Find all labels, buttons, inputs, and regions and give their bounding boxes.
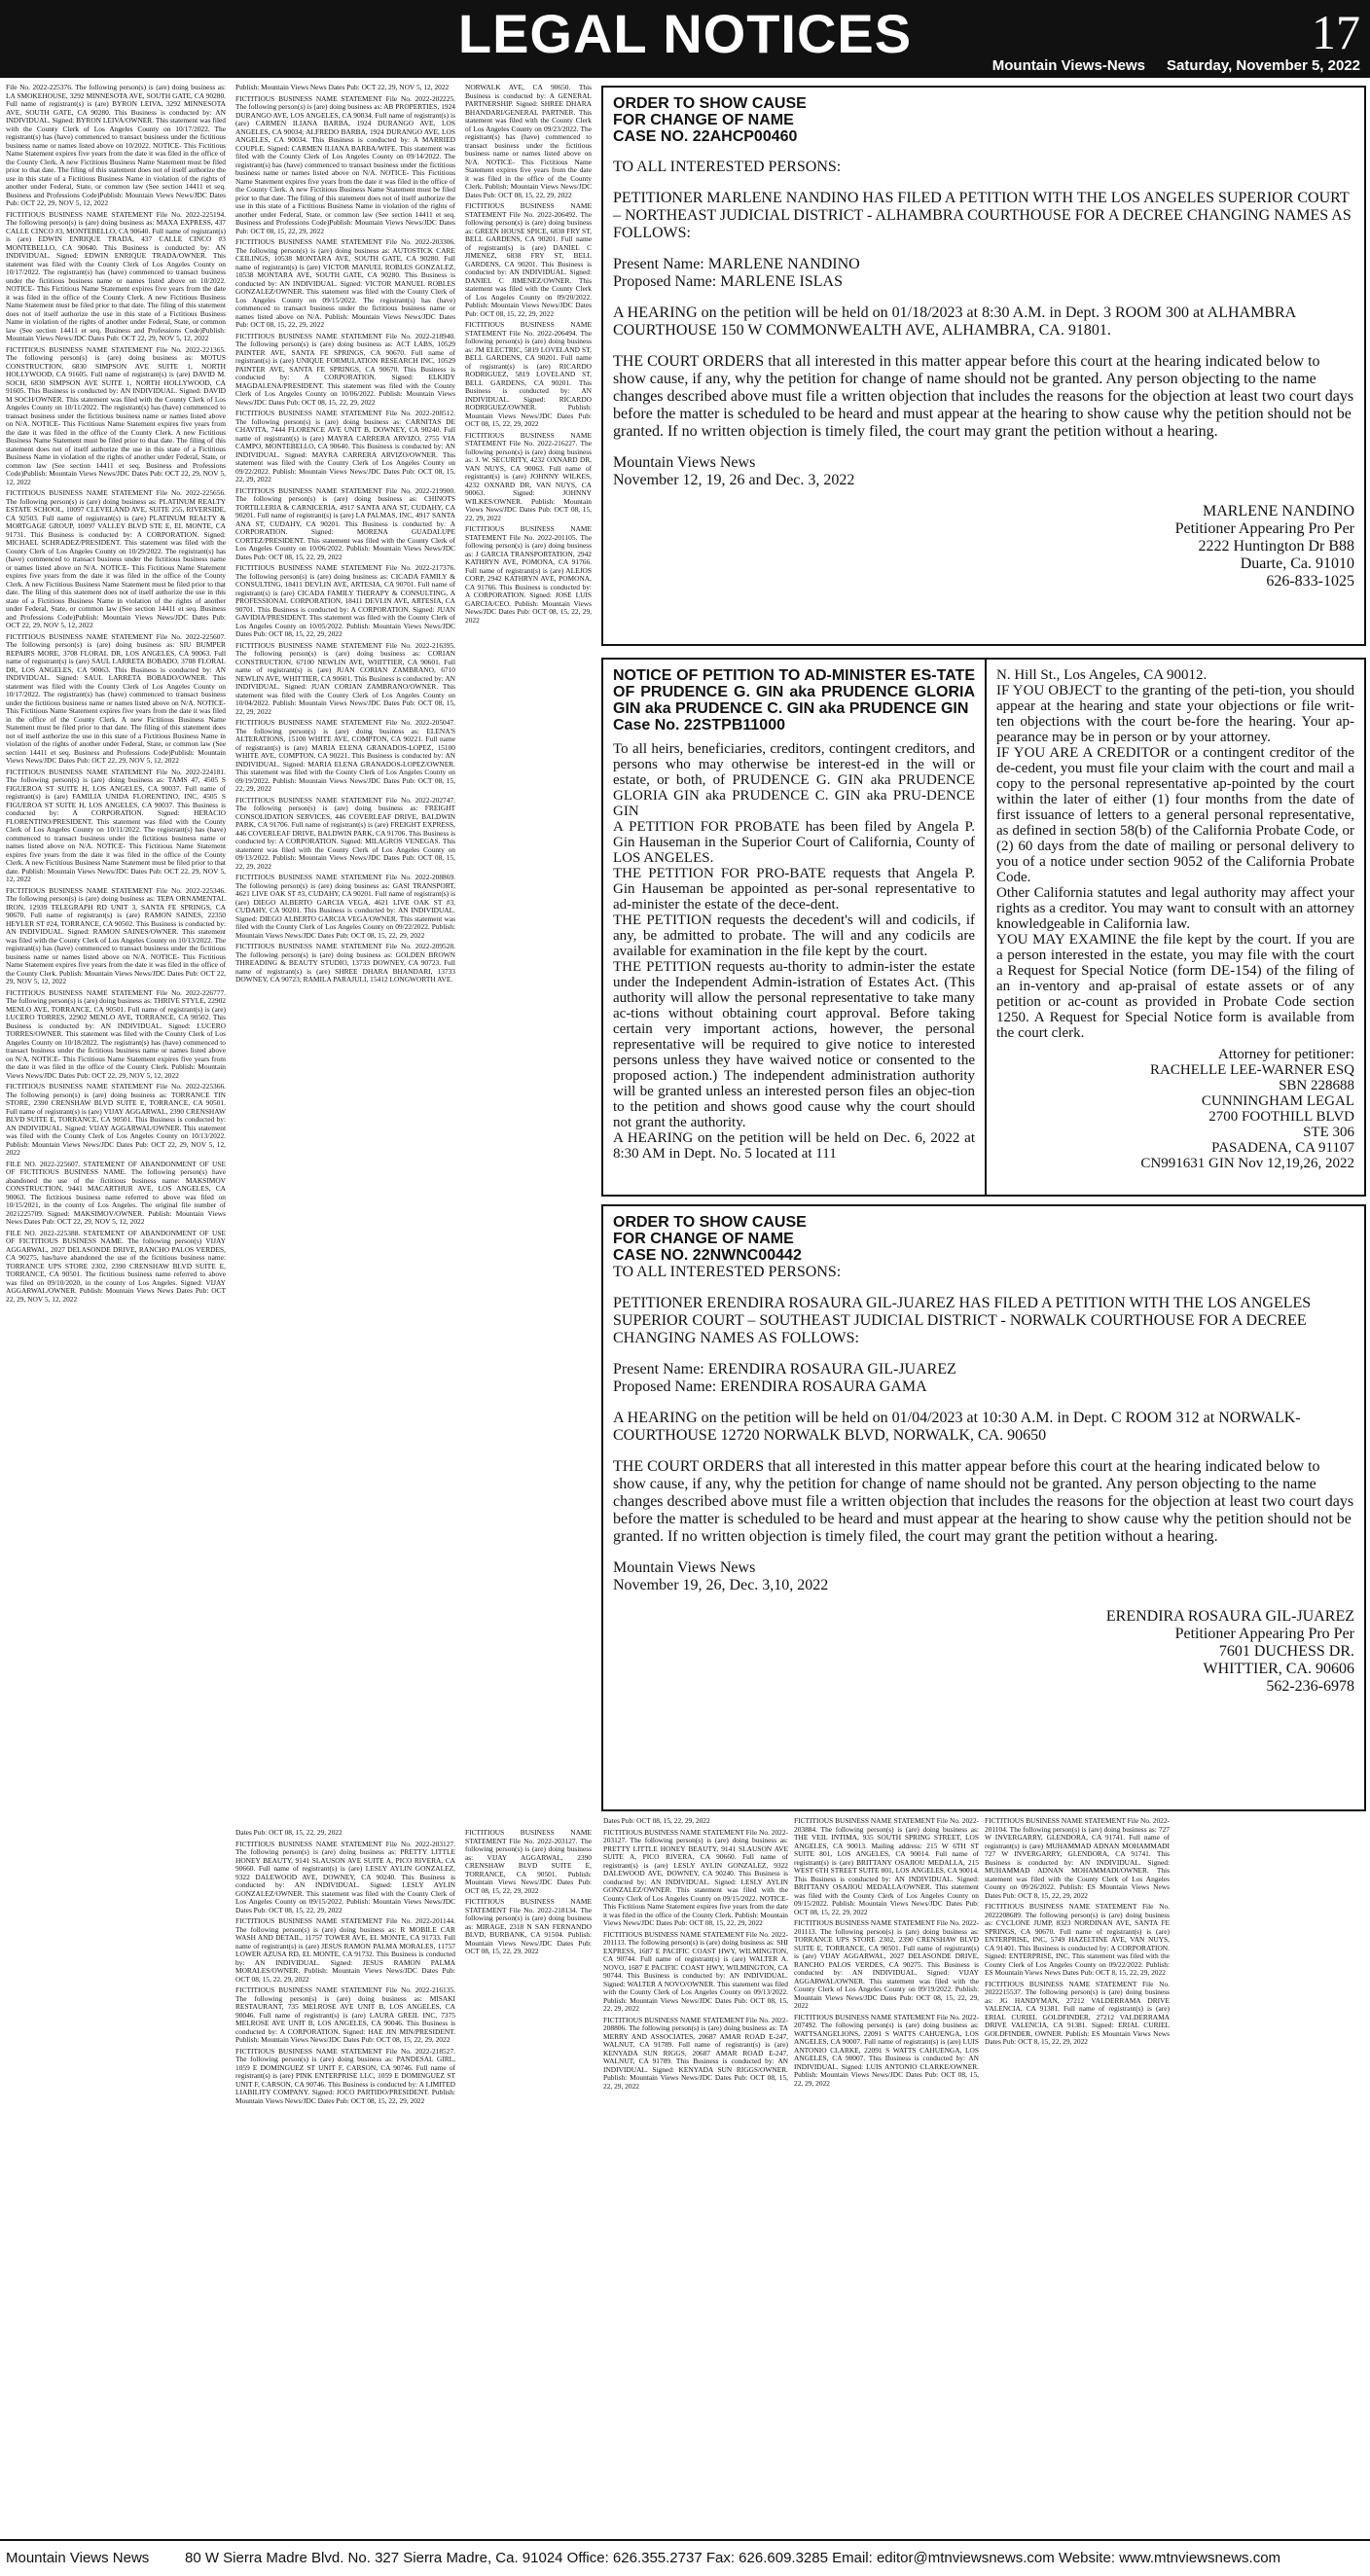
column-1 [6,84,226,2533]
present-name: Present Name: MARLENE NANDINO [613,256,860,272]
sig-line: SBN 228688 [1279,1078,1354,1093]
page-number: 17 [1312,5,1360,59]
legal-notice-entry: FICTITIOUS BUSINESS NAME STATEMENT File No. 2022-201104. The following person(s) is (are) doing business as: 727 W INVERGARRY, GLENDORA, CA 91741. Full name of registrant(s) is (are) MUHAMMAD ADNAN MOHAMMADI 727 W INVERGARRY, GLENDORA, CA 91741. This Business is conducted by: AN INDIVIDUAL. Signed: MUHAMMAD ADNAN MOHAMMADI/OWNER. This statement was filed with the County Clerk of Los Angeles County on 09/26/2022. Publish: ES Mountain Views News Dates Pub: OCT 8, 15, 22, 29, 2022 [985,1817,1170,1900]
legal-notice-entry: File No. 2022-225376. The following person(s) is (are) doing business as: LA SMOKEHOUSE, 3292 MINNESOTA AVE, SOUTH GATE, CA 90280. Full name of registrant(s) is (are) BYRON LEIVA, 3292 MINNESOTA AVE, SOUTH GATE, CA 90280. This Business is conducted by: AN INDIVIDUAL. Signed: BYRON LEIVA/OWNER. This statement was filed with the County Clerk of Los Angeles County on 10/17/2022. The registrant(s) has (have) commenced to transact business under the fictitious business name or names listed above on 10/2022. NOTICE- This Fictitious Name Statement expires five years from the date it was filed in the office of the County Clerk. A new Fictitious Business Name Statement must be filed prior to that date. The filing of this statement does not of itself authorize the use in this state of a Fictitious Business Name in violation of the rights of another under Federal, State, or common law (See section 14411 et seq. Business and Professions Code)Publish: Mountain Views News/JDC Dates Pub: OCT 22, 29, NOV 5, 12, 2022 [6,84,226,207]
sig-line: Attorney for petitioner: [1218,1047,1354,1062]
column-3-lower [465,1829,592,2533]
sig-line: 7601 DUCHESS DR. [1218,1643,1354,1660]
publication-name: Mountain Views News [613,1559,756,1576]
column-3 [465,84,592,1815]
legal-notice-entry: FICTITIOUS BUSINESS NAME STATEMENT File No. 2022-225194. The following person(s) is (are) doing business as: MAXA EXPRESS, 437 CALLE CINCO #3, MONTEBELLO, CA 90640. Full name of registrant(s) is (are) EDWIN ENRIQUE TRADA, 437 CALLE CINCO #3 MONTEBELLO, CA 90640. This Business is conducted by: AN INDIVIDUAL. Signed: EDWIN ENRIQUE TRADA/OWNER. This statement was filed with the County Clerk of Los Angeles County on 10/17/2022. The registrant(s) has (have) commenced to transact business under the fictitious business name or names listed above on 10/2022. NOTICE- This Fictitious Name Statement expires five years from the date it was filed in the office of the County Clerk. A new Fictitious Business Name Statement must be filed prior to that date. The filing of this statement does not of itself authorize the use in this state of a Fictitious Business Name in violation of the rights of another under Federal, State, or common law (See section 14411 et seq. Business and Professions Code)Publish: Mountain Views News/JDC Dates Pub: OCT 22, 29, NOV 5, 12, 2022 [6,209,226,342]
heading-line: FOR CHANGE OF NAME [613,1231,794,1247]
legal-notice-entry: FICTITIOUS BUSINESS NAME STATEMENT File No. 2022-224181. The following person(s) is (are) doing business as: TAMS 47, 4505 S FIGUEROA ST SUITE H, LOS ANGELES, CA 90037. Full name of registrant(s) is (are) FAMILIA UNIDA FLORENTINO, INC, 4505 S FIGUEROA ST SUITE H, LOS ANGELES, CA 90037. This Business is conducted by: A CORPORATION. Signed: HERACIO FLORENTINO/PRESIDENT. This statement was filed with the County Clerk of Los Angeles County on 10/11/2022. The registrant(s) has (have) commenced to transact business under the fictitious business name or names listed above on N/A. NOTICE- This Fictitious Name Statement expires five years from the date it was filed in the office of the County Clerk. A new Fictitious Business Name Statement must be filed prior to that date. Publish: Mountain Views News/JDC Dates Pub: OCT 22, 29, NOV 5, 12, 2022 [6,767,226,883]
court-order-text: THE COURT ORDERS that all interested in this matter appear before this court at the hearing indicated below to show cause, if any, why the petition for change of name should not be granted. Any person objecting to the name changes described above must file a written objection that includes the reasons for the objection at least two court days before the matter is scheduled to be heard and must appear at the hearing to show cause why the petition should not be granted. If no written objection is timely filed, the court may grant the petition without a hearing. [613,353,1354,440]
sig-line: WHITTIER, CA. 90606 [1203,1661,1354,1677]
petition-text: PETITIONER ERENDIRA ROSAURA GIL-JUAREZ HAS FILED A PETITION WITH THE LOS ANGELES SUPERIOR COURT – SOUTHEAST JUDICIAL DISTRICT - NORWALK COURTHOUSE FOR A DECREE CHANGING NAMES AS FOLLOWS: [613,1295,1312,1346]
legal-notice-entry: FICTITIOUS BUSINESS NAME STATEMENT File No. 2022-225607. The following person(s) is (are) doing business as: SIU BUMPER REPAIRS MORE, 3708 FLORAL DR, LOS ANGELES, CA 90063. Full name of registrant(s) is (are) SAUL LARRETA BOBADO, 3708 FLORAL DR, LOS ANGELES, CA 90063. This Business is conducted by: AN INDIVIDUAL. Signed: SAUL LARRETA BOBADO/OWNER. This statement was filed with the County Clerk of Los Angeles County on 10/17/2022. The registrant(s) has (have) commenced to transact business under the fictitious business name or names listed above on N/A. NOTICE- This Fictitious Name Statement expires five years from the date it was filed in the office of the County Clerk. A new Fictitious Business Name Statement must be filed prior to that date. The filing of this statement does not of itself authorize the use in this state of a Fictitious Business Name in violation of the rights of another under Federal, State, or common law (See section 14411 et seq. Business and Professions Code)Publish: Mountain Views News/JDC Dates Pub: OCT 22, 29, NOV 5, 12, 2022 [6,631,226,765]
legal-notice-entry: Publish: Mountain Views News Dates Pub: OCT 22, 29, NOV 5, 12, 2022 [235,84,450,91]
legal-notice-entry: FICTITIOUS BUSINESS NAME STATEMENT File No. 2022-206494. The following person(s) is (are) doing business as: JM ELECTRIC, 5819 LOVELAND ST, BELL GARDENS, CA 90201. Full name of registrant(s) is (are) RICARDO RODRIGUEZ, 5819 LOVELAND ST, BELL GARDENS, CA 90201. This Business is conducted by: AN INDIVIDUAL. Signed: RICARDO RODRIGUEZ/OWNER. Publish: Mountain Views News/JDC Dates Pub: OCT 08, 15, 22, 29, 2022 [465,320,592,428]
proposed-name: Proposed Name: ERENDIRA ROSAURA GAMA [613,1378,927,1395]
court-order-text: THE COURT ORDERS that all interested in this matter appear before this court at the hearing indicated below to show cause, if any, why the petition for change of name should not be granted. Any person objecting to the name changes described above must file a written objection that includes the reasons for the objection at least two court days before the matter is scheduled to be heard and must appear at the hearing to show cause why the petition should not be granted. If no written objection is timely filed, the court may grant the petition without a hearing. [613,1458,1354,1545]
legal-notice-entry: FICTITIOUS BUSINESS NAME STATEMENT File No. 2022-225366. The following person(s) is (are) doing business as: TORRANCE TIN STORE, 2390 CRENSHAW BLVD SUITE E, TORRANCE, CA 90501. Full name of registrant(s) is (are) VIJAY AGGARWAL, 2390 CRENSHAW BLVD SUITE E, TORRANCE, CA 90501. This Business is conducted by: AN INDIVIDUAL. Signed: VIJAY AGGARWAL/OWNER. This statement was filed with the County Clerk of Los Angeles County on 10/13/2022. Publish: Mountain Views News/JDC Dates Pub: OCT 22, 29, NOV 5, 12, 2022 [6,1082,226,1157]
notice-paragraph: THE PETITION requests au-thority to admin-ister the estate under the Independent Admin-istration of Estates Act. (This authority will allow the personal representative to take many ac-tions without obtaining court approval. Before taking certain very important actions, however, the personal representative will be required to give notice to interested persons unless they have waived notice or consented to the proposed action.) The independent administration authority will be granted unless an interested person files an objec-tion to the petition and shows good cause why the court should not grant the authority. [613,959,975,1130]
notice-paragraph: YOU MAY EXAMINE the file kept by the court. If you are a person interested in the estate, you may file with the court a Request for Special Notice (form DE-154) of the filing of an in-ventory and ap-praisal of estate assets or of any petition or ac-count as provided in Probate Code section 1250. A Request for Special Notice form is available from the court clerk. [996,932,1354,1041]
notice-to: TO ALL INTERESTED PERSONS: [613,159,842,175]
legal-notice-entry: FICTITIOUS BUSINESS NAME STATEMENT File No. 2022-218527. The following person(s) is (are) doing business as: PANDESAL GIRL, 1059 E DOMINGUEZ ST UNIT F, CARSON, CA 90746. Full name of registrant(s) is (are) PINK ENTERPRISE LLC, 1059 E DOMINGUEZ ST UNIT F, CARSON, CA 90746. This Business is conducted by: A LIMITED LIABILITY COMPANY. Signed: JOCO PARTIDO/PRESIDENT. Publish: Mountain Views News/JDC Dates Pub: OCT 08, 15, 22, 29, 2022 [235,2046,455,2105]
notice-to: TO ALL INTERESTED PERSONS: [613,1264,842,1280]
sig-line: RACHELLE LEE-WARNER ESQ [1150,1062,1354,1078]
legal-notice-entry: FICTITIOUS BUSINESS NAME STATEMENT File No. 2022-208806. The following person(s) is (are) doing business as: TA MERRY AND ASSOCIATES, 20687 AMAR ROAD E-247, WALNUT, CA 91789. Full name of registrant(s) is (are) KENYADA SUN RIGGS, 20687 AMAR ROAD E-247, WALNUT, CA 91789. This Business is conducted by: AN INDIVIDUAL. Signed: KENYADA SUN RIGGS/OWNER. Publish: Mountain Views News/JDC Dates Pub: OCT 08, 15, 22, 29, 2022 [603,2015,788,2091]
probate-notice-gin [601,658,987,1197]
legal-notice-entry: FICTITIOUS BUSINESS NAME STATEMENT File No. 2022-225346. The following person(s) is (are) doing business as: TEPA ORNAMENTAL IRON, 12939 TELEGRAPH RD UNIT 3, SANTA FE SPRINGS, CA 90670. Full name of registrant(s) is (are) RAMON SAINES, 22350 HEYLER ST #24, TORRANCE, CA 90502. This Business is conducted by: AN INDIVIDUAL. Signed: RAMON SAINES/OWNER. This statement was filed with the County Clerk of Los Angeles County on 10/13/2022. The registrant(s) has (have) commenced to transact business under the fictitious business name or names listed above on N/A. NOTICE- This Fictitious Name Statement expires five years from the date it was filed in the office of the County Clerk. Publish: Mountain Views News/JDC Dates Pub: OCT 22, 29, NOV 5, 12, 2022 [6,885,226,985]
sig-line: ERENDIRA ROSAURA GIL-JUAREZ [1105,1608,1354,1625]
publication-dates: November 12, 19, 26 and Dec. 3, 2022 [613,472,855,488]
probate-notice-gin-continued [985,658,1366,1197]
legal-notice-entry: FICTITIOUS BUSINESS NAME STATEMENT File No. 2022215537. The following person(s) is (are) doing business as: JG HANDYMAN, 27212 VALDERRAMA DRIVE VALENCIA, CA 91381. Full name of registrant(s) is (are) ERIAL CURIEL GOLDFINDER, 27212 VALDERRAMA DRIVE VALENCIA, CA 91381. Signed: ERIAL CURIEL GOLDFINDER, OWNER. Publish: ES Mountain Views News Dates Pub: OCT 8, 15, 22, 29, 2022 [985,1979,1170,2046]
sig-line: 626-833-1025 [1266,573,1354,590]
legal-notice-entry: FICTITIOUS BUSINESS NAME STATEMENT File No. 2022-202225. The following person(s) is (are) doing business as: AB PROPERTIES, 1924 DURANGO AVE, LOS ANGELES, CA 90034. Full name of registrant(s) is (are) CARMEN ILIANA BARBA, 1924 DURANGO AVE, LOS ANGELES, CA 90034; ALFREDO BARBA, 1924 DURANGO AVE, LOS ANGELES, CA 90034. This Business is conducted by: A MARRIED COUPLE. Signed: CARMEN ILIANA BARBA/WIFE. This statement was filed with the County Clerk of Los Angeles County on 09/14/2022. The registrant(s) has (have) commenced to transact business under the fictitious business name or names listed above on N/A. NOTICE- This Fictitious Name Statement expires five years from the date it was filed in the office of the County Clerk. A new Fictitious Business Name Statement must be filed prior to that date. The filing of this statement does not of itself authorize the use in this state of a Fictitious Business Name in violation of the rights of another under Federal, State, or common law (See section 14411 et seq. Business and Professions Code)Publish: Mountain Views News/JDC Dates Pub: OCT 08, 15, 22, 29, 2022 [235,93,455,235]
legal-notice-entry: FICTITIOUS BUSINESS NAME STATEMENT File No. 2022-203127. The following person(s) is (are) doing business as: PRETTY LITTLE HONEY BEAUTY, 9141 SLAUSON AVE SUITE A, PICO RIVERA, CA 90660. Full name of registrant(s) is (are) LESLY AYLIN GONZALEZ, 9322 DALEWOOD AVE, DOWNEY, CA 90240. This Business is conducted by: AN INDIVIDUAL. Signed: LESLY AYLIN GONZALEZ/OWNER. This statement was filed with the County Clerk of Los Angeles County on 09/15/2022. NOTICE- This Fictitious Name Statement expires five years from the date it was filed in the office of the County Clerk. Publish: Mountain Views News/JDC Dates Pub: OCT 08, 15, 22, 29, 2022 [603,1827,788,1927]
column-2-lower [235,1829,455,2533]
legal-notice-entry: FICTITIOUS BUSINESS NAME STATEMENT File No. 2022-201144. The following person(s) is (are) doing business as: R MOBILE CAR WASH AND DETAIL, 11757 TOWER AVE, EL MONTE, CA 91733. Full name of registrant(s) is (are) JESUS RAMON PALMA MORALES, 11757 LOWER AZUSA RD, EL MONTE, CA 91732. This Business is conducted by: AN INDIVIDUAL. Signed: JESUS RAMON PALMA MORALES/OWNER. Publish: Mountain Views News/JDC Dates Pub: OCT 08, 15, 22, 29, 2022 [235,1916,455,1984]
case-number: Case No. 22STPB11000 [613,717,785,733]
name-change-notice-gil-juarez [601,1204,1366,1811]
hearing-text: A HEARING on the petition will be held on 01/04/2023 at 10:30 A.M. in Dept. C ROOM 312 at NORWALK-COURTHOUSE 12720 NORWALK BLVD, NORWALK, CA. 90650 [613,1410,1301,1444]
notice-paragraph: THE PETITION FOR PRO-BATE requests that Angela P. Gin Hauseman be appointed as per-sonal representative to ad-minister the estate of the dece-dent. [613,866,975,912]
notice-paragraph: A HEARING on the petition will be held on Dec. 6, 2022 at 8:30 AM in Dept. No. 5 located at 111 [613,1130,975,1162]
legal-notice-entry: FICTITIOUS BUSINESS NAME STATEMENT File No. 2022-209528. The following person(s) is (are) doing business as: GOLDEN BROWN THREADING & BEAUTY STUDIO, 13733 DOWNEY, CA 90723. Full name of registrant(s) is (are) SHREE DHARA BHANDARI, 13733 DOWNEY, CA 90723; RAMILA PARAJULI, 15412 LONGWORTH AVE. [235,942,455,984]
lower-column-3 [985,1817,1170,2533]
legal-notice-entry: FICTITIOUS BUSINESS NAME STATEMENT File No. 2022-203306. The following person(s) is (are) doing business as: AUTOSTICK CARE CEILINGS, 10538 MONTARA AVE, SOUTH GATE, CA 90280. Full name of registrant(s) is (are) VICTOR MANUEL ROBLES GONZALEZ, 10538 MONTARA AVE, SOUTH GATE, CA 90280. This Business is conducted by: AN INDIVIDUAL. Signed: VICTOR MANUEL ROBLES GONZALEZ/OWNER. This statement was filed with the County Clerk of Los Angeles County on 09/15/2022. The registrant(s) has (have) commenced to transact business under the fictitious business name or names listed above on N/A. Publish: Mountain Views News/JDC Dates Pub: OCT 08, 15, 22, 29, 2022 [235,237,455,329]
legal-notice-entry: FICTITIOUS BUSINESS NAME STATEMENT File No. 2022-201113. The following person(s) is (are) doing business as: SHI EXPRESS, 1687 E PACIFIC COAST HWY, WILMINGTON, CA 90744. Full name of registrant(s) is (are) WALTER A. NOVO, 1687 E PACIFIC COAST HWY, WILMINGTON, CA 90744. This Business is conducted by: AN INDIVIDUAL. Signed: WALTER A NOVO/OWNER. This statement was filed with the County Clerk of Los Angeles County on 09/13/2022. Publish: Mountain Views News/JDC Dates Pub: OCT 08, 15, 22, 29, 2022 [603,1929,788,2013]
sig-line: PASADENA, CA 91107 [1211,1140,1354,1156]
legal-notice-entry: FICTITIOUS BUSINESS NAME STATEMENT File No. 2022-218940. The following person(s) is (are) doing business as: ACT LABS, 10529 PAINTER AVE, SANTA FE SPRINGS, CA 90670. Full name of registrant(s) is (are) UNIQUE FORMULATION RESEARCH INC, 10529 PAINTER AVE, SANTA FE SPRINGS, CA 90670. This Business is conducted by: A CORPORATION. Signed: ELKIDY MAGDALENA/PRESIDENT. This statement was filed with the County Clerk of Los Angeles County on 10/06/2022. Publish: Mountain Views News/JDC Dates Pub: OCT 08, 15, 22, 29, 2022 [235,331,455,407]
sig-line: 2222 Huntington Dr B88 [1198,538,1354,555]
legal-notice-entry: FICTITIOUS BUSINESS NAME STATEMENT File No. 2022-208869. The following person(s) is (are) doing business as: GASI TRANSPORT, 4621 LIVE OAK ST #3, CUDAHY, CA 90201. Full name of registrant(s) is (are) DIEGO ALBERTO GARCIA VEGA, 4621 LIVE OAK ST #3, CUDAHY, CA 90201. This Business is conducted by: AN INDIVIDUAL. Signed: DIEGO ALBERTO GARCIA VEGA/OWNER. This statement was filed with the County Clerk of Los Angeles County on 09/22/2022. Publish: Mountain Views News/JDC Dates Pub: OCT 08, 15, 22, 29, 2022 [235,873,455,940]
notice-paragraph: A PETITION FOR PROBATE has been filed by Angela P. Gin Hauseman in the Superior Court of California, County of LOS ANGELES. [613,819,975,866]
legal-notice-entry: FICTITIOUS BUSINESS NAME STATEMENT File No. 2022-225656. The following person(s) is (are) doing business as: PLATINUM REALTY ESTATE SCHOOL, 10097 CLEVELAND AVE, SUITE 255, RIVERSIDE, CA 92503. Full name of registrant(s) is (are) PLATINUM REALTY & MORTGAGE GROUP, 10097 VALLEY BLVD STE E, EL MONTE, CA 91731. This Business is conducted by: A CORPORATION. Signed: MICHAEL SCHRADEZ/PRESIDENT. This statement was filed with the County Clerk of Los Angeles County on 10/29/2022. The registrant(s) has (have) commenced to transact business under the fictitious business name or names listed above on N/A. NOTICE- This Fictitious Name Statement expires five years from the date it was filed in the office of the County Clerk. A new Fictitious Business Name Statement must be filed prior to that date. The filing of this statement does not of itself authorize the use in this state of a Fictitious Business Name in violation of the rights of another under Federal, State, or common law (See section 14411 et seq. Business and Professions Code)Publish: Mountain Views News/JDC Dates Pub: OCT 22, 29, NOV 5, 12, 2022 [6,488,226,629]
legal-notice-entry: FICTITIOUS BUSINESS NAME STATEMENT File No. 2022-216227. The following person(s) is (are) doing business as: J. W. SECURITY, 4232 OXNARD DR, VAN NUYS, CA 90063. Full name of registrant(s) is (are) JOHNNY WILKES, 4232 OXNARD DR, VAN NUYS, CA 90063. Signed: JOHNNY WILKES/OWNER. Publish: Mountain Views News/JDC Dates Pub: OCT 08, 15, 22, 29, 2022 [465,430,592,522]
issue-date: Saturday, November 5, 2022 [1167,57,1360,74]
legal-notice-entry: FICTITIOUS BUSINESS NAME STATEMENT File No. 2022-217376. The following person(s) is (are) doing business as: CICADA FAMILY & CONSULTING, 18411 DEVLIN AVE, ARTESIA, CA 90701. Full name of registrant(s) is (are) CICADA FAMILY THERAPY & CONSULTING, A PROFESSIONAL CORPORATION, 18411 DEVLIN AVE, ARTESIA, CA 90701. This Business is conducted by: A CORPORATION. Signed: JUAN GAVIDIA/PRESIDENT. This statement was filed with the County Clerk of Los Angeles County on 10/05/2022. Publish: Mountain Views News/JDC Dates Pub: OCT 08, 15, 22, 29, 2022 [235,563,455,638]
legal-notice-entry: FICTITIOUS BUSINESS NAME STATEMENT File No. 2022-203884. The following person(s) is (are) doing business as: THE VEIL INTIMA, 935 SOUTH SPRING STREET, LOS ANGELES, CA 90013. Mailing address: 215 W 6TH ST SUITE 801, LOS ANGELES, CA 90014. Full name of registrant(s) is (are) BRITTANY OSAJIOU MEDALLA, 215 WEST 6TH STREET SUITE 801, LOS ANGELES, CA 90014. This Business is conducted by: AN INDIVIDUAL. Signed: BRITTANY OSAJIOU MEDALLA/OWNER. This statement was filed with the County Clerk of Los Angeles County on 09/15/2022. Publish: Mountain Views News/JDC Dates Pub: OCT 08, 15, 22, 29, 2022 [794,1817,979,1916]
notice-paragraph: N. Hill St., Los Angeles, CA 90012. [996,667,1208,683]
legal-notice-entry: FILE NO. 2022-225607. STATEMENT OF ABANDONMENT OF USE OF FICTITIOUS BUSINESS NAME. The following person(s) have abandoned the use of the fictitious business name: MAKSIMOV CONSTRUCTION, 9441 MACARTHUR AVE, LOS ANGELES, CA 90063. The fictitious business name referred to above was filed on 10/15/2021, in the county of Los Angeles. The original file number of 2021225709. Signed: MAKSIMOV/OWNER. Publish: Mountain Views News Dates Pub: OCT 22, 29, NOV 5, 12, 2022 [6,1159,226,1226]
notice-heading: NOTICE OF PETITION TO AD-MINISTER ES-TATE OF PRUDENCE G. GIN aka PRUDENCE GLORIA GIN aka PRUDENCE C. GIN aka PRUDENCE GIN [613,667,975,717]
case-number: CASE NO. 22NWNC00442 [613,1247,802,1264]
notice-heading [613,1214,1354,1264]
lower-column-1 [603,1817,788,2533]
notice-paragraph: THE PETITION requests the decedent's will and codicils, if any, be admitted to probate. The will and any codicils are available for examination in the file kept by the court. [613,912,975,959]
publication-name: Mountain Views News [613,454,756,471]
legal-notice-entry: FICTITIOUS BUSINESS NAME STATEMENT File No. 2022-202747. The following person(s) is (are) doing business as: FREIGHT CONSOLIDATION SERVICES, 446 COVERLEAF DRIVE, BALDWIN PARK, CA 91706. Full name of registrant(s) is (are) FREIGHT EXPRESS, 446 COVERLEAF DRIVE, BALDWIN PARK, CA 91706. This Business is conducted by: A CORPORATION. Signed: MILAGROS VENEGAS. This statement was filed with the County Clerk of Los Angeles County on 09/13/2022. Publish: Mountain Views News/JDC Dates Pub: OCT 08, 15, 22, 29, 2022 [235,795,455,871]
legal-notice-entry: FICTITIOUS BUSINESS NAME STATEMENT File No. 2022208689. The following person(s) is (are) doing business as: CYCLONE JUMP, 8323 NORDINAN AVE, SANTA FE SPRINGS, CA 90670. Full name of registrant(s) is (are) ENTERPRISE, INC, 5749 HAZELTINE AVE, VAN NUYS, CA 91401. This Business is conducted by: A CORPORATION. Signed: ENTERPRISE, INC. This statement was filed with the County Clerk of Los Angeles County on 09/22/2022. Publish: ES Mountain Views News Dates Pub: OCT 8, 15, 22, 29, 2022 [985,1902,1170,1977]
legal-notice-entry: FICTITIOUS BUSINESS NAME STATEMENT File No. 2022-205047. The following person(s) is (are) doing business as: ELENA'S ALTERATIONS, 15100 WHITE AVE, COMPTON, CA 90221. Full name of registrant(s) is (are) MARIA ELENA GRANADOS-LOPEZ, 15100 WHITE AVE, COMPTON, CA 90221. This Business is conducted by: AN INDIVIDUAL. Signed: MARIA ELENA GRANADOS-LOPEZ/OWNER. This statement was filed with the County Clerk of Los Angeles County on 09/19/2022. Publish: Mountain Views News/JDC Dates Pub: OCT 08, 15, 22, 29, 2022 [235,718,455,793]
footer [0,2539,1370,2576]
legal-notice-entry: FICTITIOUS BUSINESS NAME STATEMENT File No. 2022-219900. The following person(s) is (are) doing business as: CHINOTS TORTILLERIA & CARNICERIA, 4917 SANTA ANA ST, CUDAHY, CA 90201. Full name of registrant(s) is (are) LA PALMAS, INC, 4917 SANTA ANA ST, CUDAHY, CA 90201. This Business is conducted by: A CORPORATION. Signed: MORENA GUADALUPE CORTEZ/PRESIDENT. This statement was filed with the County Clerk of Los Angeles County on 10/06/2022. Publish: Mountain Views News/JDC Dates Pub: OCT 08, 15, 22, 29, 2022 [235,485,455,561]
hearing-text: A HEARING on the petition will be held on 01/18/2023 at 8:30 A.M. in Dept. 3 ROOM 300 at ALHAMBRA COURTHOUSE 150 W COMMONWEALTH AVE, ALHAMBRA, CA. 91801. [613,304,1296,339]
legal-notice-entry: FICTITIOUS BUSINESS NAME STATEMENT File No. 2022-216395. The following person(s) is (are) doing business as: CORIAN CONSTRUCTION, 67100 NEWLIN AVE, WHITTIER, CA 90601. Full name of registrant(s) is (are) JUAN CORIAN ZAMBRANO, 6710 NEWLIN AVE, WHITTIER, CA 90601. This Business is conducted by: AN INDIVIDUAL. Signed: JUAN CORIAN ZAMBRANO/OWNER. This statement was filed with the County Clerk of Los Angeles County on 10/04/2022. Publish: Mountain Views News/JDC Dates Pub: OCT 08, 15, 22, 29, 2022 [235,640,455,716]
legal-notice-entry: Dates Pub: OCT 08, 15, 22, 29, 2022 [603,1817,710,1825]
legal-notice-entry: FICTITIOUS BUSINESS NAME STATEMENT File No. 2022-216135. The following person(s) is (are) doing business as: MISAKI RESTAURANT, 735 MELROSE AVE UNIT B, LOS ANGELES, CA 90046. Full name of registrant(s) is (are) LAURA GREIL INC, 7375 MELROSE AVE UNIT B, LOS ANGELES, CA 90046. This Business is conducted by: A CORPORATION. Signed: HAE JIN MIN/PRESIDENT. Publish: Mountain Views News/JDC Dates Pub: OCT 08, 15, 22, 29, 2022 [235,1986,455,2044]
notice-paragraph: To all heirs, beneficiaries, creditors, contingent creditors, and persons who may otherwise be interest-ed in the will or estate, or both, of PRUDENCE G. GIN aka PRUDENCE GLORIA GIN aka PRUDENCE C. GIN aka PRU-DENCE GIN [613,741,975,819]
legal-notice-entry: FICTITIOUS BUSINESS NAME STATEMENT File No. 2022-201113. The following person(s) is (are) doing business as: TORRANCE UPS STORE 2302, 2390 CRENSHAW BLVD SUITE E, TORRANCE, CA 90501. Full name of registrant(s) is (are) VIJAY AGGARWAL, 2027 DELASONDE DRIVE, RANCHO PALOS VERDES, CA 90275. This Business is conducted by: AN INDIVIDUAL. Signed: VIJAY AGGARWAL/OWNER. This statement was filed with the County Clerk of Los Angeles County on 09/19/2022. Publish: Mountain Views News/JDC Dates Pub: OCT 08, 15, 22, 29, 2022 [794,1918,979,2010]
sig-line: 2700 FOOTHILL BLVD [1208,1109,1354,1125]
name-change-notice-nandino [601,86,1366,646]
petitioner-signature [613,503,1354,590]
legal-notice-entry: Dates Pub: OCT 08, 15, 22, 29, 2022 [235,1829,342,1837]
notice-paragraph: Other California statutes and legal authority may affect your rights as a creditor. You may want to consult with an attorney knowledgeable in California law. [996,885,1354,932]
legal-notice-entry: FICTITIOUS BUSINESS NAME STATEMENT File No. 2022-221365. The following person(s) is (are) doing business as: MOTUS CONSTRUCTION, 6830 SIMPSON AVE SUITE 1, NORTH HOLLYWOOD, CA 91605. Full name of registrant(s) is (are) DAVID M. SOCH, 6830 SIMPSON AVE SUITE 1, NORTH HOLLYWOOD, CA 91605. This Business is conducted by: AN INDIVIDUAL. Signed: DAVID M SOCH/OWNER. This statement was filed with the County Clerk of Los Angeles County on 10/11/2022. The registrant(s) has (have) commenced to transact business under the fictitious business name or names listed above on N/A. NOTICE- This Fictitious Name Statement expires five years from the date it was filed in the office of the County Clerk. A new Fictitious Business Name Statement must be filed prior to that date. The filing of this statement does not of itself authorize the use in this state of a Fictitious Business Name in violation of the rights of another under Federal, State, or common law (See section 14411 et seq. Business and Professions Code)Publish: Mountain Views News/JDC Dates Pub: OCT 22, 29, NOV 5, 12, 2022 [6,344,226,486]
sig-line: MARLENE NANDINO [1203,503,1354,519]
notice-paragraph: IF YOU ARE A CREDITOR or a contingent creditor of the de-cedent, you must file your claim with the court and mail a copy to the personal representative ap-pointed by the court within the later of either (1) four months from the date of first issuance of letters to a general personal representative, as defined in section 58(b) of the California Probate Code, or (2) 60 days from the date of mailing or personal delivery to you of a notice under section 9052 of the California Probate Code. [996,745,1354,885]
legal-notice-entry: FICTITIOUS BUSINESS NAME STATEMENT File No. 2022-207492. The following person(s) is (are) doing business as: WATTSANGELIONS, 22091 S WATTS CAHUENGA, LOS ANGELES, CA 90007. Full name of registrant(s) is (are) LUIS ANTONIO CLARKE, 22091 S WATTS CAHUENGA, LOS ANGELES, CA 90007. This Business is conducted by: AN INDIVIDUAL. Signed: LUIS ANTONIO CLARKE/OWNER. Publish: Mountain Views News/JDC Dates Pub: OCT 08, 15, 22, 29, 2022 [794,2012,979,2088]
notice-heading [613,95,1354,145]
footer-contact: 80 W Sierra Madre Blvd. No. 327 Sierra Madre, Ca. 91024 Office: 626.355.2737 Fax: 626.609.3285 Email: editor@mtnviewsnews.com Website: www.mtnviewsnews.com [185,2550,1281,2566]
sig-line: Duarte, Ca. 91010 [1240,555,1354,572]
heading-line: ORDER TO SHOW CAUSE [613,1214,807,1231]
paper-name: Mountain Views-News [991,57,1146,74]
legal-notice-entry: FICTITIOUS BUSINESS NAME STATEMENT File No. 2022-226777. The following person(s) is (are) doing business as: THRIVE STYLE, 22902 MENLO AVE, TORRANCE, CA 90501. Full name of registrant(s) is (are) LUCERO TORRES, 22902 MENLO AVE, TORRANCE, CA 90502. This Business is conducted by: AN INDIVIDUAL. Signed: LUCERO TORRES/OWNER. This statement was filed with the County Clerk of Los Angeles County on 10/18/2022. The registrant(s) has (have) commenced to transact business under the fictitious business name or names listed above on N/A. NOTICE- This Fictitious Name Statement expires five years from the date it was filed in the office of the County Clerk. Publish: Mountain Views News/JDC Dates Pub: OCT 22, 29, NOV 5, 12, 2022 [6,987,226,1080]
legal-notice-entry: FICTITIOUS BUSINESS NAME STATEMENT File No. 2022-218134. The following person(s) is (are) doing business as: MIRAGE, 2318 N SAN FERNANDO BLVD, BURBANK, CA 91504. Publish: Mountain Views News/JDC Dates Pub: OCT 08, 15, 22, 29, 2022 [465,1897,592,1955]
publication-dates: November 19, 26, Dec. 3,10, 2022 [613,1577,829,1593]
legal-notice-entry: FILE NO. 2022-225388. STATEMENT OF ABANDONMENT OF USE OF FICTITIOUS BUSINESS NAME. The following person(s) VIJAY AGGARWAL, 2027 DELASONDE DRIVE, RANCHO PALOS VERDES, CA 90275, has/have abandoned the use of the fictitious business name: TORRANCE UPS STORE 2302, 2390 CRENSHAW BLVD SUITE E, TORRANCE, CA 90501. The fictitious business name referred to above was filed on 09/10/2020, in the county of Los Angeles. Signed: VIJAY AGGARWAL/OWNER. Publish: Mountain Views News Dates Pub: OCT 22, 29, NOV 5, 12, 2022 [6,1228,226,1304]
sig-line: Petitioner Appearing Pro Per [1174,1626,1354,1642]
case-number: CASE NO. 22AHCP00460 [613,128,798,145]
masthead-subline [971,57,1360,74]
proposed-name: Proposed Name: MARLENE ISLAS [613,273,843,290]
petition-text: PETITIONER MARLENE NANDINO HAS FILED A PETITION WITH THE LOS ANGELES SUPERIOR COURT – NORTHEAST JUDICIAL DISTRICT - ALHAMBRA COURTHOUSE FOR A DECREE CHANGING NAMES AS FOLLOWS: [613,190,1352,241]
present-name: Present Name: ERENDIRA ROSAURA GIL-JUAREZ [613,1361,956,1377]
legal-notice-entry: FICTITIOUS BUSINESS NAME STATEMENT File No. 2022-208512. The following person(s) is (are) doing business as: CARNITAS DE CHAVITA, 7444 FLORENCE AVE UNIT B, DOWNEY, CA 90240. Full name of registrant(s) is (are) MAYRA CARRERA ARVIZO, 2755 VIA CAMPO, MONTEBELLO, CA 90640. This Business is conducted by: AN INDIVIDUAL. Signed: MAYRA CARRERA ARVIZO/OWNER. This statement was filed with the County Clerk of Los Angeles County on 09/22/2022. Publish: Mountain Views News/JDC Dates Pub: OCT 08, 15, 22, 29, 2022 [235,409,455,483]
heading-line: ORDER TO SHOW CAUSE [613,95,807,112]
notice-paragraph: IF YOU OBJECT to the granting of the peti-tion, you should appear at the hearing and state your objections or file writ-ten objections with the court be-fore the hearing. Your ap-pearance may be in person or by your attorney. [996,683,1354,745]
legal-notice-entry: FICTITIOUS BUSINESS NAME STATEMENT File No. 2022-201105. The following person(s) is (are) doing business as: J GARCIA TRANSPORTATION, 2942 KATHRYN AVE, POMONA, CA 91766. Full name of registrant(s) is (are) ALEJOS CORP, 2942 KATHRYN AVE, POMONA, CA 91766. This Business is conducted by: A CORPORATION. Signed: JOSE LUIS GARCIA/CEO. Publish: Mountain Views News/JDC Dates Pub: OCT 08, 15, 22, 29, 2022 [465,524,592,625]
heading-line: FOR CHANGE OF NAME [613,112,794,128]
legal-notice-entry: FICTITIOUS BUSINESS NAME STATEMENT File No. 2022-203127. The following person(s) is (are) doing business as: PRETTY LITTLE HONEY BEAUTY, 9141 SLAUSON AVE SUITE A, PICO RIVERA, CA 90660. Full name of registrant(s) is (are) LESLY AYLIN GONZALEZ, 9322 DALEWOOD AVE, DOWNEY, CA 90240. This Business is conducted by: AN INDIVIDUAL. Signed: LESLY AYLIN GONZALEZ/OWNER. This statement was filed with the County Clerk of Los Angeles County on 09/15/2022. Publish: Mountain Views News/JDC Dates Pub: OCT 08, 15, 22, 29, 2022 [235,1839,455,1914]
section-title: LEGAL NOTICES [457,3,913,64]
column-2 [235,84,455,1815]
sig-line: CUNNINGHAM LEGAL [1201,1093,1354,1109]
attorney-signature [996,1047,1354,1171]
sig-line: 562-236-6978 [1266,1678,1354,1695]
sig-line: Petitioner Appearing Pro Per [1174,520,1354,537]
sig-line: CN991631 GIN Nov 12,19,26, 2022 [1140,1156,1354,1171]
footer-paper: Mountain Views News [6,2550,150,2566]
lower-column-2 [794,1817,979,2533]
sig-line: STE 306 [1303,1125,1354,1140]
petitioner-signature [613,1608,1354,1696]
legal-notice-entry: NORWALK AVE, CA 90650. This Business is conducted by: A GENERAL PARTNERSHIP. Signed: SHREE DHARA BHANDARI/GENERAL PARTNER. This statement was filed with the County Clerk of Los Angeles County on 09/23/2022. The registrant(s) has (have) commenced to transact business under the fictitious business name or names listed above on N/A. NOTICE- This Fictitious Name Statement expires five years from the date it was filed in the office of the County Clerk. Publish: Mountain Views News/JDC Dates Pub: OCT 08, 15, 22, 29, 2022 [465,84,592,199]
legal-notice-entry: FICTITIOUS BUSINESS NAME STATEMENT File No. 2022-206492. The following person(s) is (are) doing business as: GREEN HOUSE SPICE, 6838 FRY ST, BELL GARDENS, CA 90201. Full name of registrant(s) is (are) DANIEL C JIMENEZ, 6838 FRY ST, BELL GARDENS, CA 90201. This Business is conducted by: AN INDIVIDUAL. Signed: DANIEL C JIMENEZ/OWNER. This statement was filed with the County Clerk of Los Angeles County on 09/20/2022. Publish: Mountain Views News/JDC Dates Pub: OCT 08, 15, 22, 29, 2022 [465,201,592,318]
masthead [0,0,1370,78]
legal-notice-entry: FICTITIOUS BUSINESS NAME STATEMENT File No. 2022-203127. The following person(s) is (are) doing business as: VIJAY AGGARWAL, 2390 CRENSHAW BLVD SUITE E, TORRANCE, CA 90501. Publish: Mountain Views News/JDC Dates Pub: OCT 08, 15, 22, 29, 2022 [465,1829,592,1895]
